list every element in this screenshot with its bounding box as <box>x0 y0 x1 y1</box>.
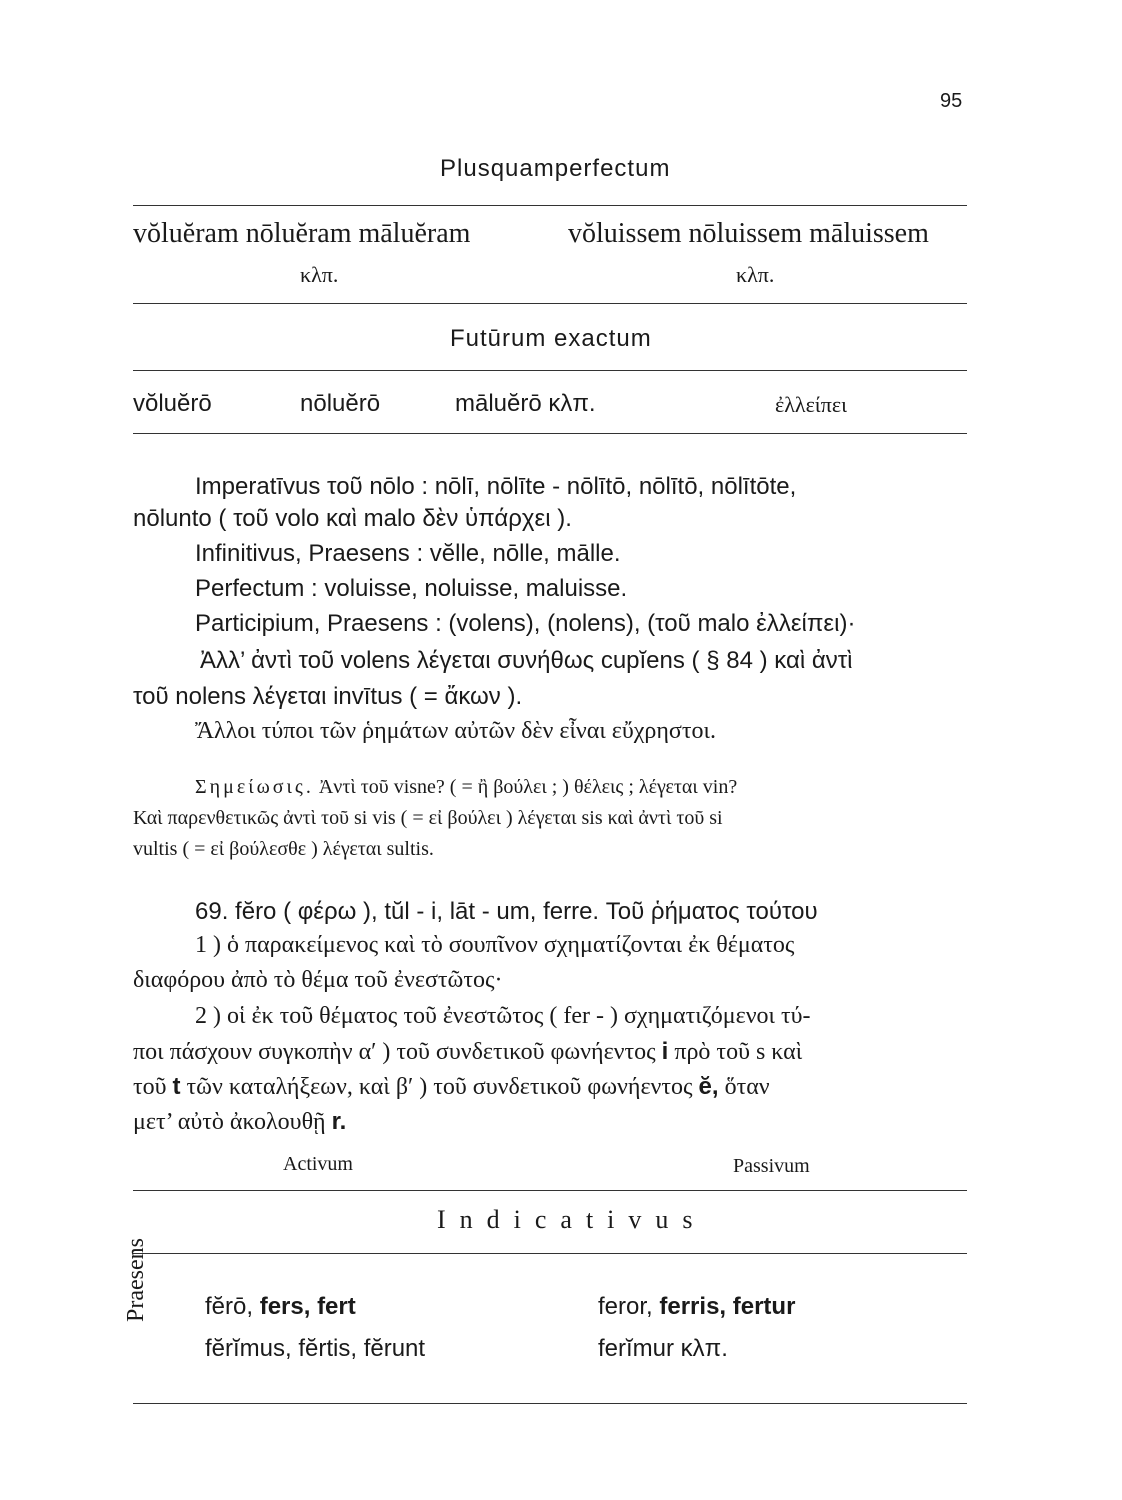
note-line2: Καὶ παρενθετικῶς ἀντὶ τοῦ si vis ( = εἰ βούλει ) λέγεται sis καὶ ἀντὶ τοῦ si <box>133 807 723 829</box>
fero-p2-line4 <box>133 1108 346 1136</box>
note-label: Σημείωσις. <box>195 776 314 798</box>
note-line1 <box>195 776 737 799</box>
futurum-missing: ἐλλείπει <box>775 392 847 417</box>
passivum-heading: Passivum <box>733 1155 810 1177</box>
passivum-row1 <box>598 1293 795 1321</box>
all-anti-line1: Ἀλλ’ ἀντὶ τοῦ volens λέγεται συνήθως cupĭens ( § 84 ) καὶ ἀντὶ <box>200 647 853 674</box>
futurum-form-noluero: nōluĕrō <box>300 390 381 417</box>
bold-letter: ĕ, <box>698 1073 719 1100</box>
text-span: τῶν καταλήξεων, καὶ β′ ) τοῦ συνδετικοῦ φωνήεντος <box>186 1074 693 1100</box>
plusquam-left-forms: vŏluĕram nōluĕram māluĕram <box>133 218 471 249</box>
bold-letter: i <box>661 1038 669 1065</box>
infinitivus-line: Infinitivus, Praesens : vĕlle, nōlle, mālle. <box>195 540 621 567</box>
plusquamperfectum-title: Plusquamperfectum <box>440 155 671 182</box>
indicativus-heading: Indicativus <box>437 1205 707 1234</box>
divider <box>133 1190 967 1191</box>
divider <box>133 1253 967 1254</box>
text-span: ὅταν <box>724 1074 770 1100</box>
fero-line1 <box>195 898 818 926</box>
futurum-exactum-title: Futūrum exactum <box>450 325 652 352</box>
divider <box>133 1403 967 1404</box>
fero-p1-line1: 1 ) ὁ παρακείμενος καὶ τὸ σουπῖνον σχηματίζονται ἐκ θέματος <box>195 932 795 958</box>
bold-forms: fers, fert <box>259 1293 356 1320</box>
imperativus-line1: Imperatīvus τοῦ nōlo : nōlī, nōlīte - nōlītō, nōlītō, nōlītōte, <box>195 473 797 500</box>
section-number: 69. <box>195 898 229 925</box>
divider <box>133 205 967 206</box>
futurum-form-voluero: vŏluĕrō <box>133 390 212 417</box>
bold-forms: ferris, fertur <box>659 1293 796 1320</box>
activum-row2: fĕrĭmus, fĕrtis, fĕrunt <box>205 1335 426 1362</box>
all-anti-line2: τοῦ nolens λέγεται invītus ( = ἄκων ). <box>133 683 523 710</box>
plusquam-left-etc: κλπ. <box>300 262 339 287</box>
plusquam-right-etc: κλπ. <box>736 262 775 287</box>
perfectum-line: Perfectum : voluisse, noluisse, maluisse. <box>195 575 628 602</box>
activum-row1 <box>205 1293 356 1321</box>
note-line1-text: Ἀντὶ τοῦ visne? ( = ἢ βούλει ; ) θέλεις ; λέγεται vin? <box>318 776 738 798</box>
fero-p2-line3 <box>133 1073 770 1101</box>
fero-p1-line2: διαφόρου ἀπὸ τὸ θέμα τοῦ ἐνεστῶτος· <box>133 967 503 993</box>
praesens-side-label: Praesens <box>123 1238 149 1322</box>
note-line3: vultis ( = εἰ βούλεσθε ) λέγεται sultis. <box>133 838 434 860</box>
text-span: feror, <box>598 1293 653 1320</box>
bold-letter: r. <box>331 1108 347 1135</box>
bold-letter: t <box>172 1073 181 1100</box>
plusquam-right-forms: vŏluissem nōluissem māluissem <box>568 218 929 249</box>
activum-heading: Activum <box>283 1153 353 1175</box>
page-number: 95 <box>940 90 963 112</box>
text-span: πρὸ τοῦ s καὶ <box>674 1039 803 1065</box>
imperativus-line2: nōlunto ( τοῦ volo καὶ malo δὲν ὑπάρχει ). <box>133 505 572 532</box>
text-span: μετ’ αὐτὸ ἀκολουθῇ <box>133 1109 326 1135</box>
text-span: ποι πάσχουν συγκοπὴν α′ ) τοῦ συνδετικοῦ φωνήεντος <box>133 1039 656 1065</box>
fero-principal-parts: fĕro ( φέρω ), tŭl - i, lāt - um, ferre. Τοῦ ῥήματος τούτου <box>235 898 818 925</box>
alloi-typoi-line: Ἄλλοι τύποι τῶν ῥημάτων αὐτῶν δὲν εἶναι εὔχρηστοι. <box>195 718 716 744</box>
fero-p2-line1: 2 ) οἱ ἐκ τοῦ θέματος τοῦ ἐνεστῶτος ( fer - ) σχηματιζόμενοι τύ- <box>195 1003 811 1029</box>
participium-line: Participium, Praesens : (volens), (nolens), (τοῦ malo ἐλλείπει)· <box>195 610 856 637</box>
futurum-form-maluero: māluĕrō κλπ. <box>455 390 596 417</box>
divider <box>133 433 967 434</box>
divider <box>133 303 967 304</box>
text-span: τοῦ <box>133 1074 167 1100</box>
text-span: fĕrō, <box>205 1293 254 1320</box>
passivum-row2: ferĭmur κλπ. <box>598 1335 728 1362</box>
fero-p2-line2 <box>133 1038 802 1066</box>
divider <box>133 370 967 371</box>
